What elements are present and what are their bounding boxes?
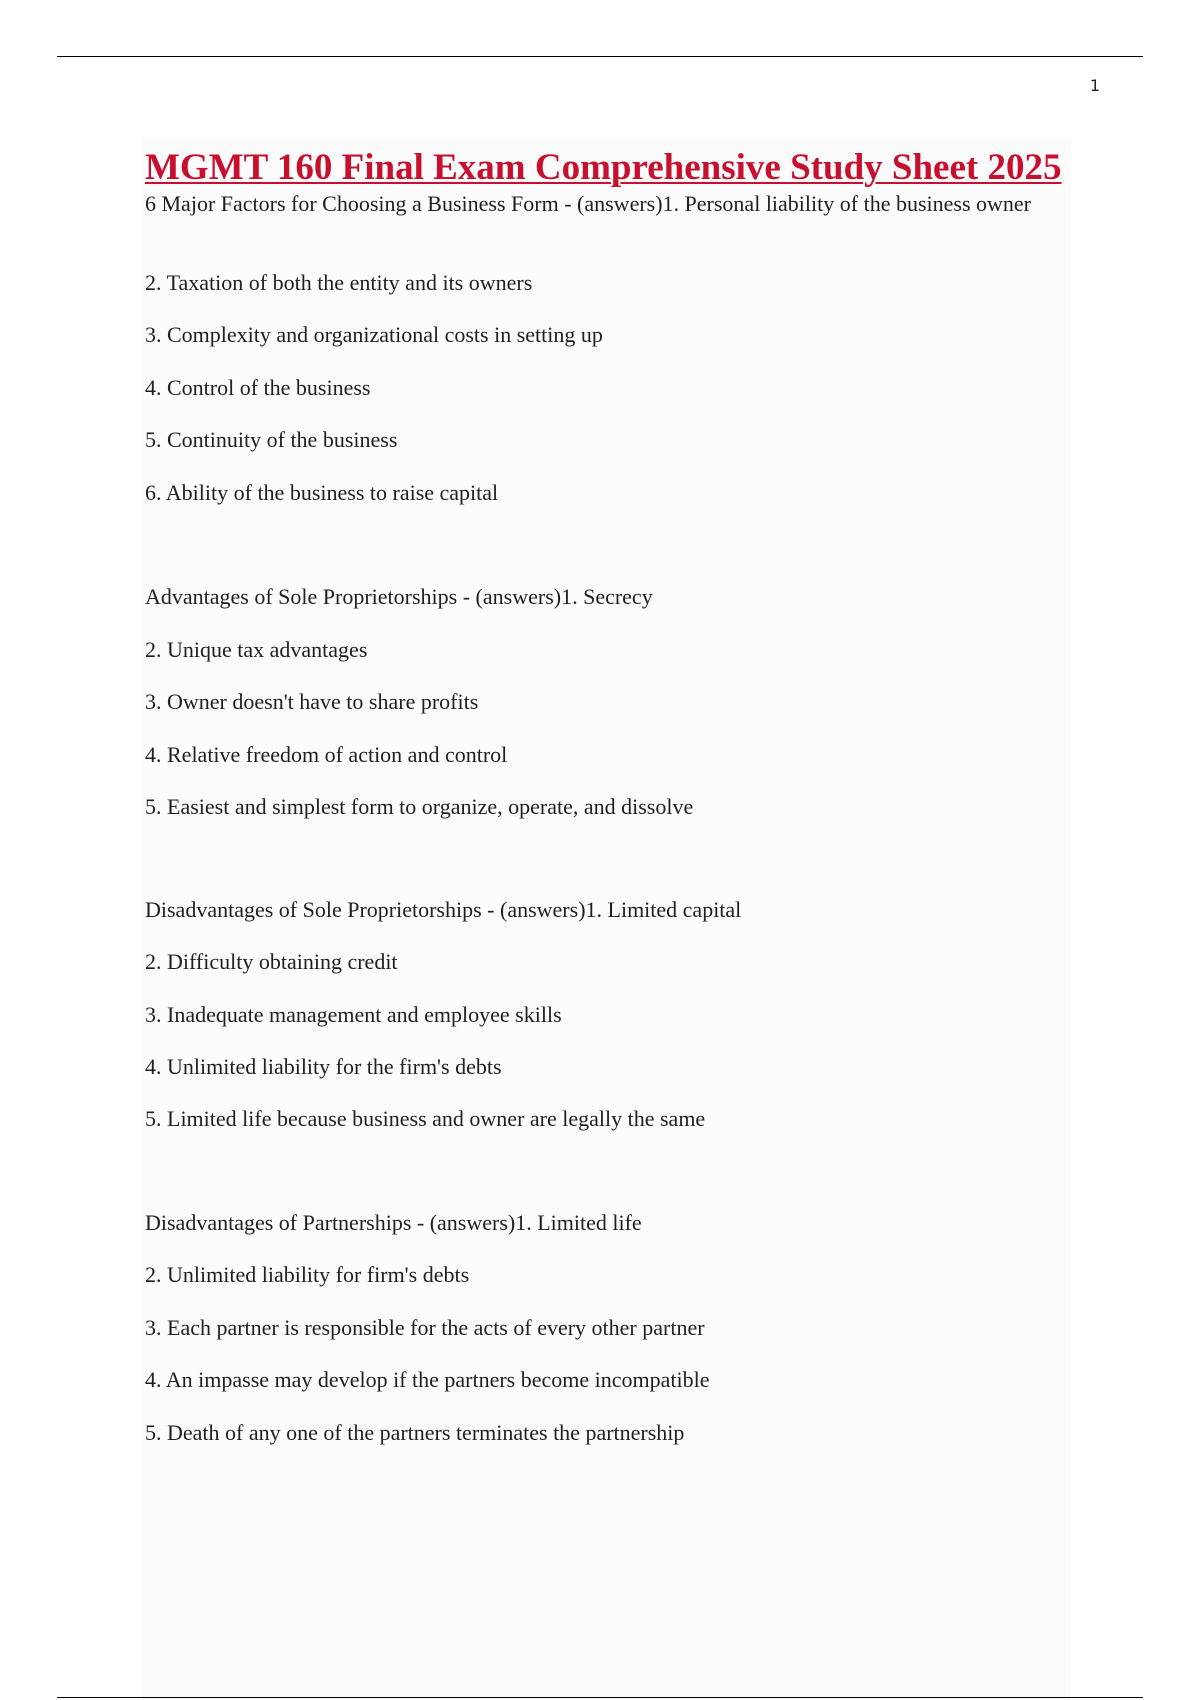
page-number: 1 [1089, 76, 1100, 95]
section-heading: Disadvantages of Partnerships - (answers)1. Limited life [145, 1210, 642, 1235]
document-body [143, 138, 1071, 1700]
list-item: 4. Unlimited liability for the firm's debts [145, 1054, 502, 1079]
list-item: 3. Complexity and organizational costs in setting up [145, 322, 603, 347]
section-heading: 6 Major Factors for Choosing a Business Form - (answers)1. Personal liability of the business owner [145, 191, 1031, 216]
document-title: MGMT 160 Final Exam Comprehensive Study Sheet 2025 [145, 147, 1062, 188]
section-heading: Disadvantages of Sole Proprietorships - (answers)1. Limited capital [145, 897, 742, 922]
list-item: 5. Death of any one of the partners terminates the partnership [145, 1420, 685, 1445]
list-item: 3. Each partner is responsible for the acts of every other partner [145, 1315, 705, 1340]
list-item: 3. Inadequate management and employee skills [145, 1002, 562, 1027]
list-item: 4. Control of the business [145, 375, 371, 400]
list-item: 6. Ability of the business to raise capital [145, 480, 499, 505]
list-item: 2. Difficulty obtaining credit [145, 949, 398, 974]
bottom-rule [57, 1697, 1143, 1698]
list-item: 4. An impasse may develop if the partners become incompatible [145, 1367, 710, 1392]
list-item: 2. Unique tax advantages [145, 637, 368, 662]
list-item: 5. Easiest and simplest form to organize, operate, and dissolve [145, 794, 694, 819]
list-item: 5. Limited life because business and owner are legally the same [145, 1106, 706, 1131]
section-heading: Advantages of Sole Proprietorships - (answers)1. Secrecy [145, 584, 653, 609]
list-item: 3. Owner doesn't have to share profits [145, 689, 479, 714]
list-item: 2. Unlimited liability for firm's debts [145, 1262, 470, 1287]
list-item: 2. Taxation of both the entity and its owners [145, 270, 533, 295]
list-item: 5. Continuity of the business [145, 427, 398, 452]
top-rule [57, 56, 1143, 57]
list-item: 4. Relative freedom of action and control [145, 742, 508, 767]
